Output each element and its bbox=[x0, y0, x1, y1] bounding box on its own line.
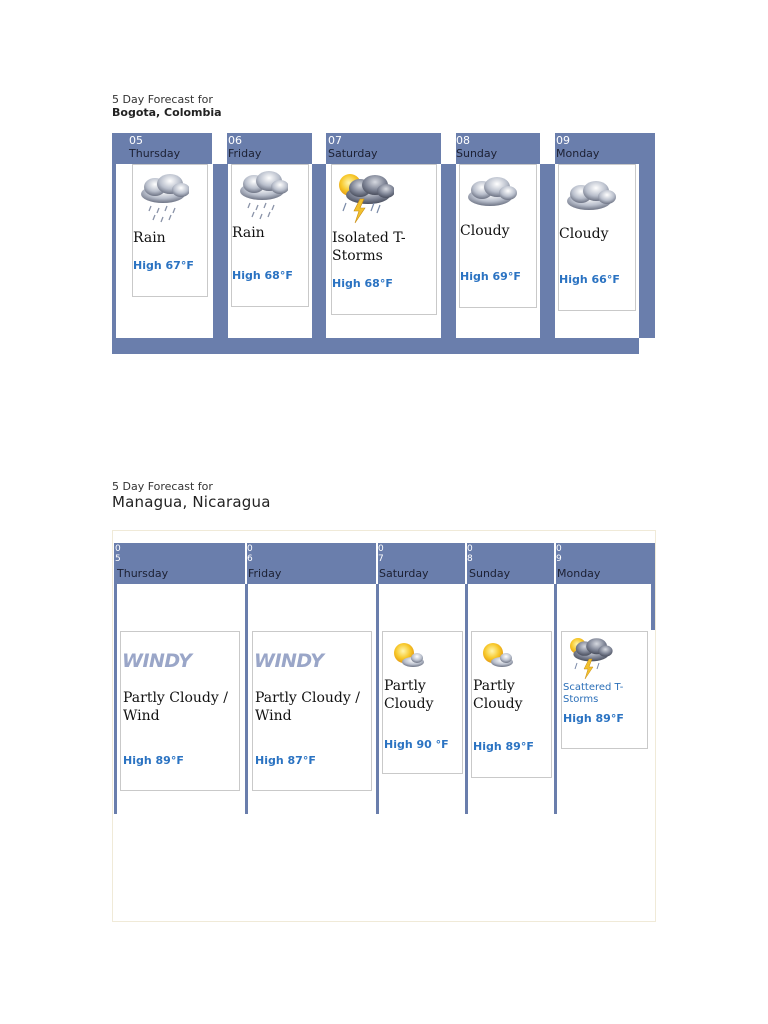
rain-icon bbox=[232, 167, 288, 221]
day-date-bottom: 5 bbox=[115, 554, 121, 564]
day-date-bottom: 9 bbox=[556, 554, 562, 564]
day-name: Thursday bbox=[129, 147, 181, 160]
day-name: Friday bbox=[248, 567, 282, 580]
condition-text: Partly Cloudy / Wind bbox=[123, 690, 228, 724]
condition-text: Partly Cloudy bbox=[473, 678, 523, 712]
high-temp: High 67°F bbox=[133, 259, 194, 272]
day-card bbox=[120, 631, 240, 791]
day-name: Monday bbox=[557, 567, 601, 580]
high-temp: High 89°F bbox=[123, 754, 184, 767]
high-temp: High 66°F bbox=[559, 273, 620, 286]
day-date-top: 0 bbox=[247, 544, 253, 554]
day-name: Saturday bbox=[379, 567, 429, 580]
forecast-table-bogota bbox=[112, 133, 655, 354]
thunderstorm-icon bbox=[565, 633, 615, 681]
day-date-top: 0 bbox=[556, 544, 562, 554]
day-card bbox=[558, 164, 636, 311]
forecast-label: 5 Day Forecast for bbox=[112, 93, 213, 106]
high-temp: High 68°F bbox=[232, 269, 293, 282]
day-date-bottom: 8 bbox=[467, 554, 473, 564]
condition-text: Isolated T-Storms bbox=[332, 230, 406, 264]
high-temp: High 87°F bbox=[255, 754, 316, 767]
day-name: Monday bbox=[556, 147, 600, 160]
day-card bbox=[132, 164, 208, 297]
day-card bbox=[252, 631, 372, 791]
day-card bbox=[382, 631, 463, 774]
rain-icon bbox=[133, 170, 189, 224]
windy-icon: WINDY bbox=[122, 650, 192, 672]
day-card bbox=[471, 631, 552, 778]
condition-text: Cloudy bbox=[460, 223, 510, 239]
day-date-bottom: 7 bbox=[378, 554, 384, 564]
day-card bbox=[231, 164, 309, 307]
condition-text: Partly Cloudy / Wind bbox=[255, 690, 360, 724]
day-date-top: 0 bbox=[378, 544, 384, 554]
condition-text: Scattered T-Storms bbox=[563, 682, 624, 705]
condition-text: Rain bbox=[232, 225, 265, 241]
day-name: Saturday bbox=[328, 147, 378, 160]
thunderstorm-icon bbox=[332, 167, 394, 227]
partly-cloudy-icon bbox=[387, 638, 427, 672]
cloudy-icon bbox=[460, 173, 520, 211]
windy-icon: WINDY bbox=[254, 650, 324, 672]
high-temp: High 69°F bbox=[460, 270, 521, 283]
forecast-city: Managua, Nicaragua bbox=[112, 493, 271, 511]
high-temp: High 68°F bbox=[332, 277, 393, 290]
day-date: 06 bbox=[228, 134, 242, 147]
day-card bbox=[331, 164, 437, 315]
day-name: Sunday bbox=[469, 567, 511, 580]
forecast-label: 5 Day Forecast for bbox=[112, 480, 213, 493]
high-temp: High 90 °F bbox=[384, 738, 449, 751]
day-date: 07 bbox=[328, 134, 342, 147]
day-date-top: 0 bbox=[115, 544, 121, 554]
day-date: 09 bbox=[556, 134, 570, 147]
cloudy-icon bbox=[559, 177, 619, 215]
day-name: Sunday bbox=[456, 147, 498, 160]
day-date: 08 bbox=[456, 134, 470, 147]
forecast-city: Bogota, Colombia bbox=[112, 106, 222, 119]
condition-text: Partly Cloudy bbox=[384, 678, 434, 712]
day-card bbox=[561, 631, 648, 749]
day-date: 05 bbox=[129, 134, 143, 147]
condition-text: Cloudy bbox=[559, 226, 609, 242]
day-name: Thursday bbox=[117, 567, 169, 580]
day-card bbox=[459, 164, 537, 308]
partly-cloudy-icon bbox=[476, 638, 516, 672]
day-date-top: 0 bbox=[467, 544, 473, 554]
high-temp: High 89°F bbox=[473, 740, 534, 753]
condition-text: Rain bbox=[133, 230, 166, 246]
high-temp: High 89°F bbox=[563, 712, 624, 725]
day-name: Friday bbox=[228, 147, 262, 160]
day-date-bottom: 6 bbox=[247, 554, 253, 564]
